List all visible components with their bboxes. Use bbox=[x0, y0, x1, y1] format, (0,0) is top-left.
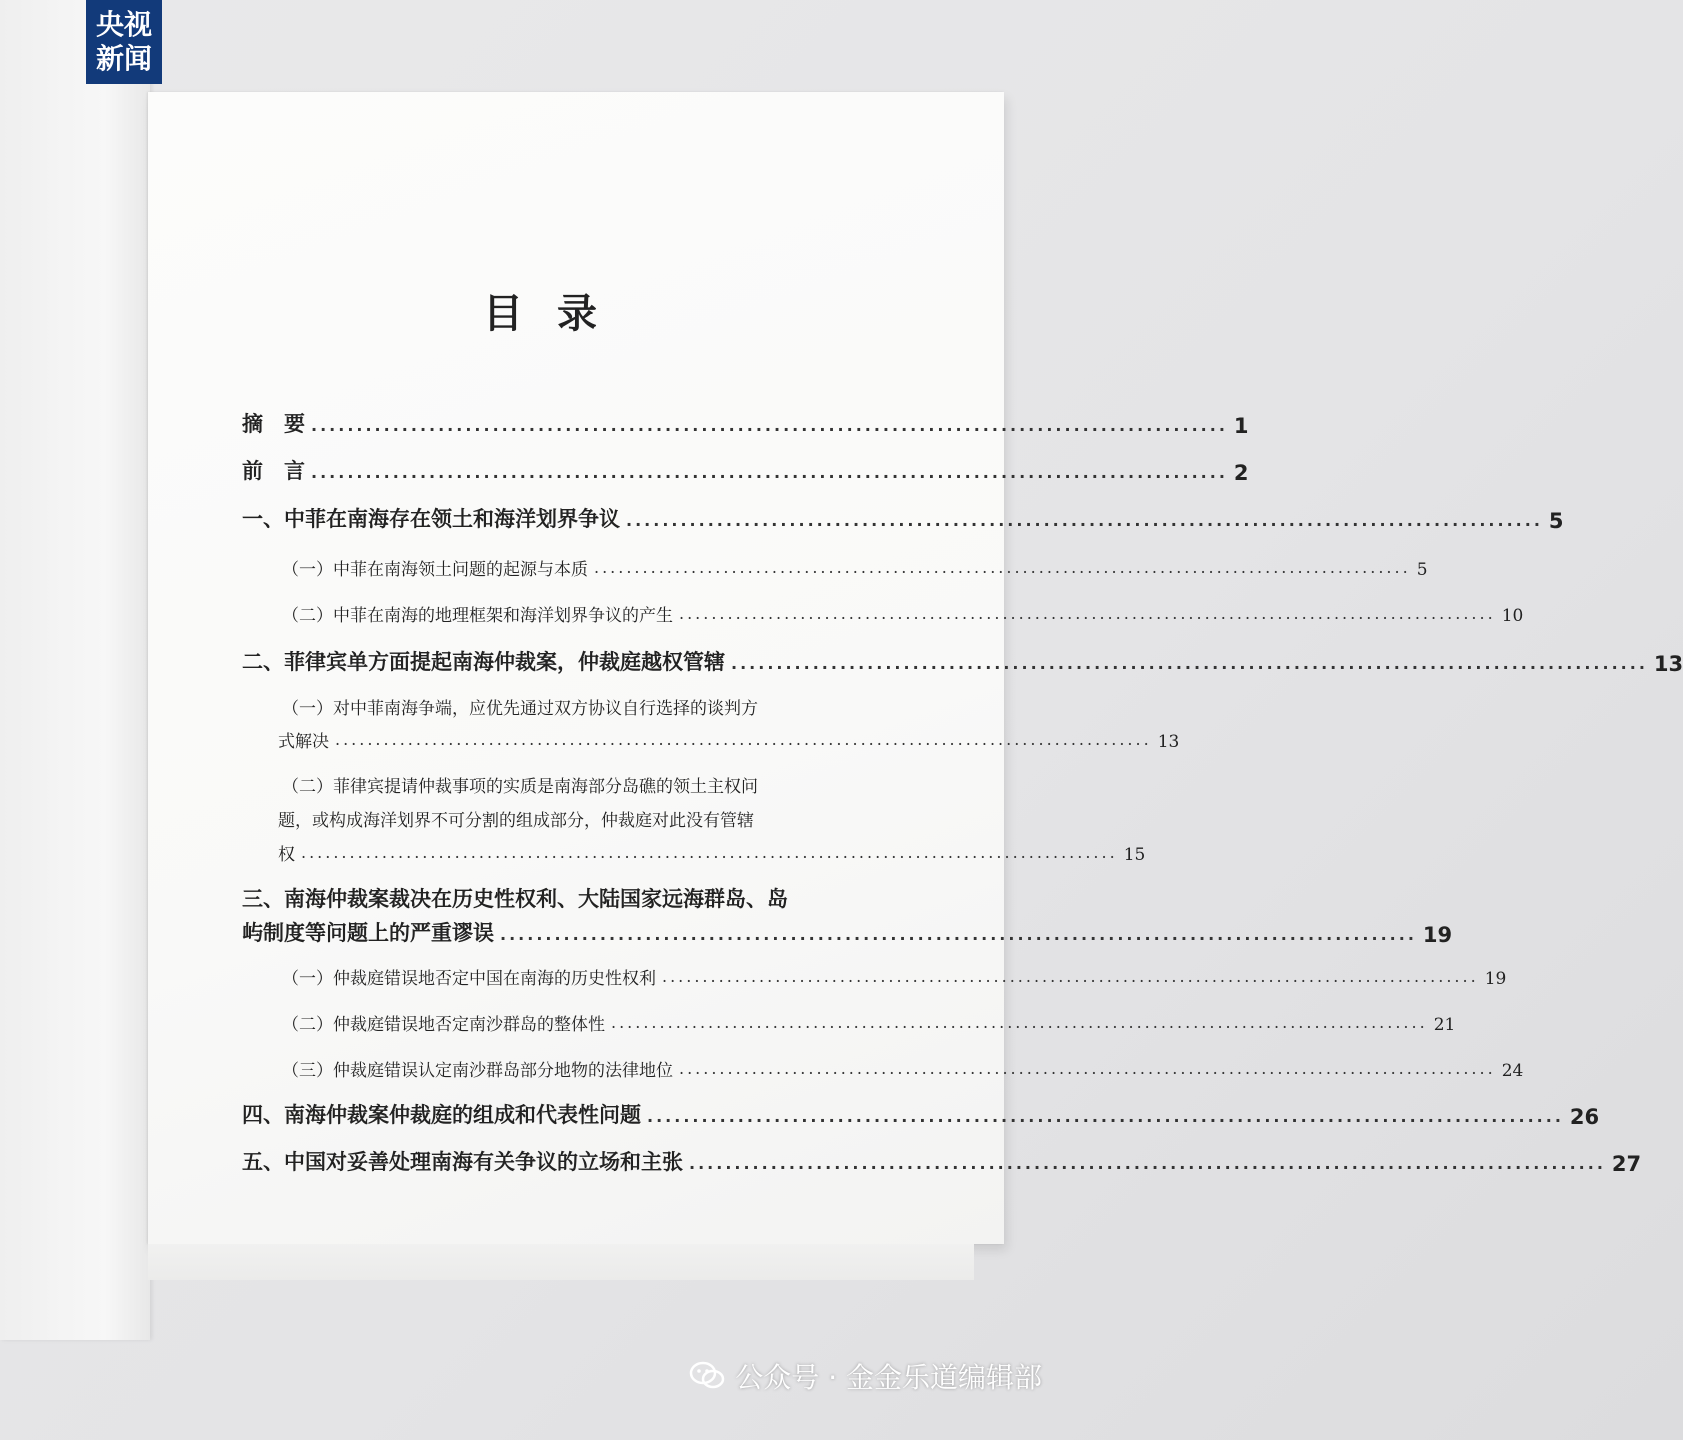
leader-dots: ..................................................................................................... bbox=[662, 967, 1479, 986]
leader-dots: ..................................................................................................... bbox=[647, 1107, 1564, 1126]
toc-page-number: 19 bbox=[1422, 923, 1453, 947]
toc-entry bbox=[242, 503, 1564, 533]
toc-entry-text: 屿制度等问题上的严重谬误 bbox=[242, 921, 494, 945]
toc-page-number: 27 bbox=[1611, 1152, 1642, 1176]
toc-entry-text: 前 言 bbox=[242, 459, 305, 483]
toc-subentry bbox=[282, 1010, 1456, 1035]
toc-entry-text: （一）仲裁庭错误地否定中国在南海的历史性权利 bbox=[282, 969, 656, 989]
toc-entry-text: （一）中菲在南海领土问题的起源与本质 bbox=[282, 560, 588, 580]
toc-subentry bbox=[282, 601, 1524, 626]
leader-dots: ..................................................................................................... bbox=[500, 925, 1417, 944]
toc-entry bbox=[242, 917, 1453, 947]
toc-entry bbox=[242, 646, 1683, 676]
toc-page-number: 19 bbox=[1484, 969, 1507, 989]
leader-dots: ..................................................................................................... bbox=[611, 1013, 1428, 1032]
toc-entry bbox=[242, 1146, 1642, 1176]
wechat-watermark bbox=[689, 1356, 1042, 1396]
toc-entry-text: （二）中菲在南海的地理框架和海洋划界争议的产生 bbox=[282, 606, 673, 626]
toc-page-number: 1 bbox=[1233, 414, 1249, 438]
leader-dots: ..................................................................................................... bbox=[679, 1059, 1496, 1078]
toc-entry-text: 四、南海仲裁案仲裁庭的组成和代表性问题 bbox=[242, 1103, 641, 1127]
toc-entry bbox=[242, 1099, 1600, 1129]
toc-subentry-line: （一）对中菲南海争端，应优先通过双方协议自行选择的谈判方 bbox=[282, 699, 758, 719]
logo-line-1: 央视 bbox=[95, 8, 152, 41]
toc-page-number: 13 bbox=[1157, 732, 1180, 752]
leader-dots: ..................................................................................................... bbox=[335, 730, 1152, 749]
toc-page-number: 15 bbox=[1123, 845, 1146, 865]
toc-entry-text: 二、菲律宾单方面提起南海仲裁案，仲裁庭越权管辖 bbox=[242, 650, 725, 674]
toc-subentry bbox=[282, 555, 1428, 580]
toc-entry-text: （二）仲裁庭错误地否定南沙群岛的整体性 bbox=[282, 1015, 605, 1035]
toc-entry-text: （三）仲裁庭错误认定南沙群岛部分地物的法律地位 bbox=[282, 1061, 673, 1081]
toc-page-number: 24 bbox=[1501, 1061, 1524, 1081]
toc-entry-line: 三、南海仲裁案裁决在历史性权利、大陆国家远海群岛、岛 bbox=[242, 887, 788, 911]
toc-subentry bbox=[282, 964, 1507, 989]
toc-subentry bbox=[282, 1056, 1524, 1081]
leader-dots: ..................................................................................................... bbox=[311, 463, 1228, 482]
toc-subentry bbox=[278, 727, 1180, 752]
leader-dots: ..................................................................................................... bbox=[731, 654, 1648, 673]
watermark-text: 公众号 · 金金乐道编辑部 bbox=[735, 1361, 1042, 1394]
toc-page-number: 13 bbox=[1653, 652, 1683, 676]
toc-entry-text: 摘 要 bbox=[242, 412, 305, 436]
page-edge bbox=[148, 1244, 974, 1280]
toc-subentry-line: 题，或构成海洋划界不可分割的组成部分，仲裁庭对此没有管辖 bbox=[278, 811, 754, 831]
toc-page-number: 5 bbox=[1548, 509, 1564, 533]
toc-page-number: 5 bbox=[1416, 560, 1428, 580]
leader-dots: ..................................................................................................... bbox=[689, 1154, 1606, 1173]
toc-page-number: 26 bbox=[1569, 1105, 1600, 1129]
toc-subentry bbox=[278, 840, 1146, 865]
leader-dots: ..................................................................................................... bbox=[301, 843, 1118, 862]
toc-page-number: 21 bbox=[1433, 1015, 1456, 1035]
toc-entry-text: 权 bbox=[278, 845, 295, 865]
leader-dots: ..................................................................................................... bbox=[311, 416, 1228, 435]
toc-entry-text: 式解决 bbox=[278, 732, 329, 752]
leader-dots: ..................................................................................................... bbox=[594, 558, 1411, 577]
leader-dots: ..................................................................................................... bbox=[626, 511, 1543, 530]
toc-entry-text: 一、中菲在南海存在领土和海洋划界争议 bbox=[242, 507, 620, 531]
toc-subentry-line: （二）菲律宾提请仲裁事项的实质是南海部分岛礁的领土主权问 bbox=[282, 777, 758, 797]
toc-entry bbox=[242, 408, 1249, 438]
left-page bbox=[0, 0, 150, 1340]
toc-entry-text: 五、中国对妥善处理南海有关争议的立场和主张 bbox=[242, 1150, 683, 1174]
cctv-news-logo bbox=[86, 0, 162, 84]
toc-page-number: 10 bbox=[1501, 606, 1524, 626]
toc-page-number: 2 bbox=[1233, 461, 1249, 485]
leader-dots: ..................................................................................................... bbox=[679, 604, 1496, 623]
toc-entry bbox=[242, 455, 1249, 485]
toc-title: 目录 bbox=[483, 291, 631, 337]
wechat-icon bbox=[689, 1361, 725, 1391]
logo-line-2: 新闻 bbox=[95, 42, 152, 75]
